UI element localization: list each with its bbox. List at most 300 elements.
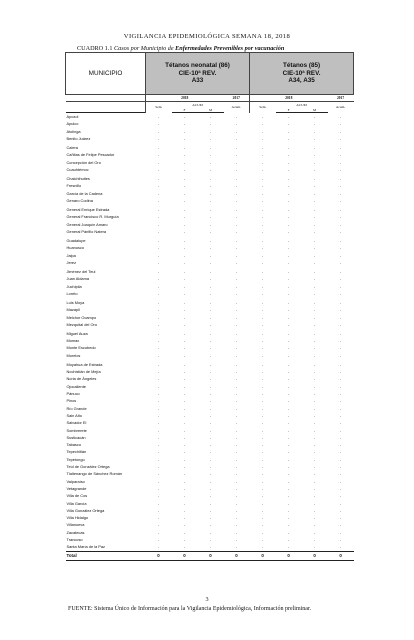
case-value: -: [235, 197, 238, 203]
case-value: -: [313, 376, 316, 382]
case-value: -: [235, 144, 238, 150]
case-value: -: [313, 391, 316, 397]
case-value: -: [313, 114, 316, 119]
case-value: -: [287, 135, 290, 141]
table-row: [66, 166, 354, 173]
municipio-name: Mazapil: [66, 307, 80, 313]
table-row: [66, 244, 354, 251]
municipio-name: Zacatecas: [66, 529, 85, 535]
case-value: -: [339, 121, 342, 127]
case-value: -: [261, 214, 264, 220]
case-value: -: [209, 412, 212, 418]
table-row: [66, 397, 354, 404]
case-value: -: [209, 237, 212, 243]
case-value: -: [261, 544, 264, 550]
case-value: -: [209, 338, 212, 344]
case-value: -: [235, 376, 238, 382]
case-value: -: [261, 442, 264, 448]
case-value: -: [287, 283, 290, 289]
case-value: -: [287, 369, 290, 375]
case-value: -: [235, 456, 238, 462]
case-value: -: [209, 456, 212, 462]
municipio-name: Luis Moya: [66, 299, 85, 305]
case-value: -: [157, 144, 160, 150]
case-value: -: [339, 544, 342, 550]
case-value: -: [157, 338, 160, 344]
year-prev-2: 2017: [328, 95, 354, 102]
case-value: -: [235, 175, 238, 181]
total-value: 0: [302, 551, 328, 560]
table-row: [66, 344, 354, 351]
case-value: -: [339, 352, 342, 358]
case-value: -: [157, 361, 160, 367]
municipio-name: General Enrique Estrada: [66, 206, 110, 212]
case-value: -: [209, 144, 212, 150]
case-value: -: [209, 259, 212, 265]
table-row: [66, 306, 354, 313]
f-label-1: F: [172, 107, 198, 113]
case-value: -: [209, 314, 212, 320]
case-value: -: [313, 537, 316, 542]
table-row: [66, 368, 354, 375]
case-value: -: [183, 471, 186, 477]
case-value: -: [261, 383, 264, 389]
case-value: -: [209, 537, 212, 542]
year-current-2: 2018: [250, 95, 328, 102]
case-value: -: [235, 369, 238, 375]
municipio-name: Cañitas de Felipe Pescador: [66, 152, 115, 158]
case-value: -: [339, 361, 342, 367]
case-value: -: [235, 529, 238, 535]
case-value: -: [313, 369, 316, 375]
case-value: -: [287, 321, 290, 327]
municipio-name: Villa de Cos: [66, 493, 88, 499]
case-value: -: [287, 361, 290, 367]
case-value: -: [157, 283, 160, 289]
year-prev-1: 2017: [224, 95, 250, 102]
case-value: -: [339, 412, 342, 418]
case-value: -: [157, 197, 160, 203]
case-value: -: [339, 152, 342, 158]
municipio-name: Concepción del Oro: [66, 159, 101, 165]
case-value: -: [261, 299, 264, 305]
disease-table: [65, 52, 353, 561]
case-value: -: [287, 456, 290, 462]
case-value: -: [209, 427, 212, 433]
municipio-name: Momax: [66, 338, 80, 344]
case-value: -: [157, 369, 160, 375]
case-value: -: [287, 206, 290, 212]
table-row: [66, 463, 354, 470]
case-value: -: [313, 427, 316, 433]
case-value: -: [261, 190, 264, 196]
case-value: -: [313, 152, 316, 158]
case-value: -: [183, 537, 186, 542]
case-value: -: [261, 307, 264, 313]
table-row: [66, 514, 354, 521]
municipio-name: Benito Juárez: [66, 135, 91, 141]
case-value: -: [261, 330, 264, 336]
case-value: -: [209, 166, 212, 172]
case-value: -: [183, 135, 186, 141]
case-value: -: [287, 345, 290, 351]
case-value: -: [339, 299, 342, 305]
table-row: [66, 405, 354, 412]
case-value: -: [339, 144, 342, 150]
case-value: -: [287, 405, 290, 411]
municipio-name: Pánuco: [66, 391, 80, 397]
case-value: -: [183, 369, 186, 375]
table-row: [66, 159, 354, 166]
municipio-name: Villa García: [66, 500, 87, 506]
header-blank: [66, 95, 146, 102]
case-value: -: [287, 299, 290, 305]
municipio-name: Melchor Ocampo: [66, 314, 97, 320]
case-value: -: [287, 522, 290, 528]
case-value: -: [183, 114, 186, 119]
case-value: -: [287, 507, 290, 513]
table-row: [66, 500, 354, 507]
case-value: -: [339, 456, 342, 462]
disease1-line1: Tétanos neonatal (86): [165, 62, 230, 70]
case-value: -: [183, 345, 186, 351]
caption-lead: CUADRO 1.1: [77, 45, 113, 52]
case-value: -: [235, 159, 238, 165]
case-value: -: [235, 276, 238, 282]
case-value: -: [235, 113, 238, 119]
case-value: -: [209, 529, 212, 535]
table-row: [66, 299, 354, 306]
case-value: -: [261, 412, 264, 418]
total-value: 0: [172, 551, 198, 560]
case-value: -: [313, 405, 316, 411]
table-row: [66, 151, 354, 158]
case-value: -: [183, 361, 186, 367]
table-row: [66, 427, 354, 434]
table-row: [66, 485, 354, 492]
case-value: -: [287, 471, 290, 477]
case-value: -: [157, 221, 160, 227]
case-value: -: [235, 398, 238, 404]
case-value: -: [235, 166, 238, 172]
case-value: -: [339, 383, 342, 389]
case-value: -: [209, 376, 212, 382]
case-value: -: [183, 299, 186, 305]
case-value: -: [183, 398, 186, 404]
municipio-name: Noria de Ángeles: [66, 376, 97, 382]
table-row: [66, 390, 354, 397]
case-value: -: [287, 259, 290, 265]
municipio-name: Santa María de la Paz: [66, 544, 105, 550]
case-value: -: [157, 345, 160, 351]
table-row: [66, 456, 354, 463]
case-value: -: [157, 537, 160, 542]
table-caption: [77, 45, 284, 52]
case-value: -: [339, 206, 342, 212]
case-value: -: [261, 376, 264, 382]
case-value: -: [209, 159, 212, 165]
case-value: -: [339, 190, 342, 196]
case-value: -: [313, 283, 316, 289]
case-value: -: [183, 206, 186, 212]
table-row: [66, 221, 354, 228]
table-row: [66, 529, 354, 536]
case-value: -: [209, 493, 212, 499]
case-value: -: [157, 478, 160, 484]
case-value: -: [235, 330, 238, 336]
case-value: -: [261, 113, 264, 119]
case-value: -: [209, 330, 212, 336]
municipio-name: Chalchihuites: [66, 175, 90, 181]
municipio-name: Tlaltenango de Sánchez Román: [66, 471, 123, 477]
case-value: -: [339, 237, 342, 243]
case-value: -: [235, 383, 238, 389]
case-value: -: [261, 515, 264, 521]
case-value: -: [287, 330, 290, 336]
case-value: -: [183, 376, 186, 382]
table-row: [66, 478, 354, 485]
municipio-name: Calera: [66, 144, 78, 150]
table-row: [66, 492, 354, 499]
case-value: -: [209, 128, 212, 134]
case-value: -: [183, 485, 186, 491]
table-row: [66, 268, 354, 275]
case-value: -: [209, 206, 212, 212]
case-value: -: [183, 259, 186, 265]
municipio-name: Moyahua de Estrada: [66, 361, 103, 367]
case-value: -: [183, 183, 186, 189]
municipio-name: Jalpa: [66, 252, 76, 258]
case-value: -: [209, 197, 212, 203]
case-value: -: [313, 245, 316, 251]
case-value: -: [287, 391, 290, 397]
case-value: -: [287, 268, 290, 274]
case-value: -: [235, 405, 238, 411]
case-value: -: [287, 152, 290, 158]
table-row: [66, 259, 354, 266]
case-value: -: [287, 197, 290, 203]
case-value: -: [287, 478, 290, 484]
table-row: [66, 412, 354, 419]
case-value: -: [261, 420, 264, 426]
total-value: 0: [198, 551, 224, 560]
case-value: -: [209, 175, 212, 181]
case-value: -: [261, 128, 264, 134]
case-value: -: [235, 537, 238, 542]
case-value: -: [209, 283, 212, 289]
case-value: -: [339, 221, 342, 227]
case-value: -: [209, 522, 212, 528]
case-value: -: [339, 290, 342, 296]
case-value: -: [235, 268, 238, 274]
case-value: -: [313, 345, 316, 351]
case-value: -: [261, 121, 264, 127]
case-value: -: [157, 190, 160, 196]
table-row: [66, 182, 354, 189]
case-value: -: [157, 214, 160, 220]
case-value: -: [209, 214, 212, 220]
case-value: -: [261, 478, 264, 484]
municipio-name: Huanusco: [66, 245, 85, 251]
total-row: [66, 551, 354, 560]
disease1-line3: A33: [191, 77, 204, 85]
case-value: -: [287, 529, 290, 535]
case-value: -: [209, 391, 212, 397]
disease-header-tetanos-neonatal: [146, 53, 250, 95]
case-value: -: [157, 456, 160, 462]
table-row: [66, 448, 354, 455]
case-value: -: [261, 283, 264, 289]
case-value: -: [157, 299, 160, 305]
case-value: -: [261, 276, 264, 282]
case-value: -: [235, 434, 238, 440]
case-value: -: [183, 515, 186, 521]
case-value: -: [183, 175, 186, 181]
case-value: -: [235, 245, 238, 251]
case-value: -: [235, 442, 238, 448]
case-value: -: [339, 113, 342, 119]
case-value: -: [339, 175, 342, 181]
case-value: -: [339, 283, 342, 289]
case-value: -: [313, 268, 316, 274]
case-value: -: [209, 485, 212, 491]
case-value: -: [157, 159, 160, 165]
case-value: -: [313, 237, 316, 243]
case-value: -: [287, 537, 290, 542]
municipio-name: Jerez: [66, 259, 77, 265]
case-value: -: [339, 464, 342, 470]
case-value: -: [157, 321, 160, 327]
case-value: -: [183, 152, 186, 158]
case-value: -: [261, 398, 264, 404]
case-value: -: [209, 299, 212, 305]
page-header-title: VIGILANCIA EPIDEMIOLÓGICA SEMANA 18, 2018: [123, 33, 291, 40]
case-value: -: [183, 420, 186, 426]
case-value: -: [261, 537, 264, 542]
case-value: -: [209, 307, 212, 313]
case-value: -: [313, 206, 316, 212]
case-value: -: [183, 268, 186, 274]
case-value: -: [183, 529, 186, 535]
total-label: Total: [66, 551, 146, 560]
municipio-name: Tepetongo: [66, 456, 85, 462]
table-body: [66, 113, 354, 552]
case-value: -: [287, 144, 290, 150]
case-value: -: [313, 456, 316, 462]
case-value: -: [313, 471, 316, 477]
case-value: -: [261, 245, 264, 251]
case-value: -: [235, 507, 238, 513]
disease-header-tetanos: [250, 53, 354, 95]
case-value: -: [313, 175, 316, 181]
case-value: -: [183, 128, 186, 134]
case-value: -: [183, 456, 186, 462]
case-value: -: [209, 369, 212, 375]
f-label-2: F: [276, 107, 302, 113]
case-value: -: [287, 237, 290, 243]
case-value: -: [235, 464, 238, 470]
case-value: -: [209, 405, 212, 411]
case-value: -: [183, 544, 186, 550]
case-value: -: [183, 391, 186, 397]
table-row: [66, 120, 354, 127]
case-value: -: [339, 493, 342, 499]
table-row: [66, 175, 354, 182]
case-value: -: [183, 307, 186, 313]
case-value: -: [287, 500, 290, 506]
case-value: -: [339, 307, 342, 313]
municipio-name: Valparaíso: [66, 478, 85, 484]
case-value: -: [157, 135, 160, 141]
case-value: -: [209, 114, 212, 119]
case-value: -: [157, 314, 160, 320]
case-value: -: [209, 500, 212, 506]
case-value: -: [183, 190, 186, 196]
table-row: [66, 314, 354, 321]
case-value: -: [287, 420, 290, 426]
case-value: -: [235, 283, 238, 289]
case-value: -: [339, 183, 342, 189]
case-value: -: [261, 144, 264, 150]
case-value: -: [235, 259, 238, 265]
case-value: -: [235, 152, 238, 158]
case-value: -: [183, 221, 186, 227]
case-value: -: [261, 529, 264, 535]
case-value: -: [313, 398, 316, 404]
case-value: -: [157, 405, 160, 411]
case-value: -: [287, 352, 290, 358]
case-value: -: [157, 121, 160, 127]
case-value: -: [183, 507, 186, 513]
case-value: -: [183, 493, 186, 499]
case-value: -: [287, 252, 290, 258]
municipio-name: Tepechitlán: [66, 449, 87, 455]
case-value: -: [339, 449, 342, 455]
case-value: -: [313, 330, 316, 336]
case-value: -: [313, 259, 316, 265]
case-value: -: [183, 352, 186, 358]
case-value: -: [209, 398, 212, 404]
case-value: -: [209, 464, 212, 470]
case-value: -: [183, 412, 186, 418]
case-value: -: [235, 252, 238, 258]
case-value: -: [313, 544, 316, 550]
case-value: -: [209, 228, 212, 234]
case-value: -: [261, 471, 264, 477]
case-value: -: [287, 290, 290, 296]
case-value: -: [261, 338, 264, 344]
case-value: -: [261, 321, 264, 327]
case-value: -: [183, 290, 186, 296]
case-value: -: [183, 464, 186, 470]
case-value: -: [339, 529, 342, 535]
case-value: -: [313, 290, 316, 296]
case-value: -: [261, 449, 264, 455]
case-value: -: [235, 478, 238, 484]
case-value: -: [235, 391, 238, 397]
municipio-name: Villa Hidalgo: [66, 515, 89, 521]
case-value: -: [235, 427, 238, 433]
case-value: -: [339, 515, 342, 521]
case-value: -: [209, 361, 212, 367]
case-value: -: [287, 114, 290, 119]
case-value: -: [183, 283, 186, 289]
case-value: -: [261, 183, 264, 189]
municipio-name: Salvador El: [66, 420, 87, 426]
municipio-name: Pinos: [66, 398, 77, 404]
case-value: -: [339, 268, 342, 274]
municipio-name: Jiménez del Teul: [66, 268, 96, 274]
